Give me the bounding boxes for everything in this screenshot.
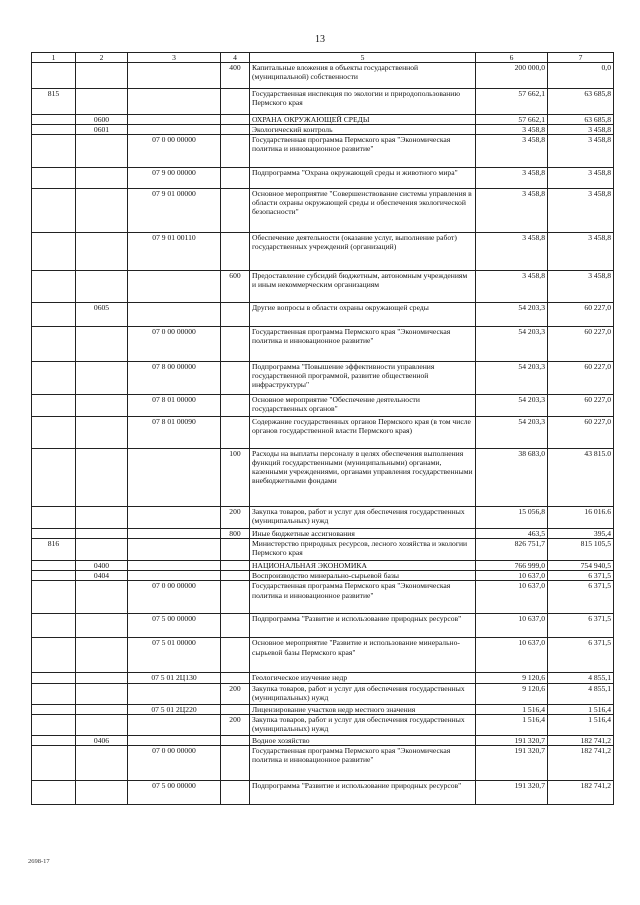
section-code bbox=[76, 63, 128, 89]
expense-type-code: 200 bbox=[221, 683, 250, 704]
section-code: 0400 bbox=[76, 561, 128, 571]
expense-type-code bbox=[221, 135, 250, 168]
table-row bbox=[32, 561, 614, 571]
table-row bbox=[32, 63, 614, 89]
expense-name: Основное мероприятие "Обеспечение деятельности государственных органов" bbox=[250, 395, 476, 417]
admin-code bbox=[32, 168, 76, 189]
expense-name: Предоставление субсидий бюджетным, автономным учреждениям и иным некоммерческим организациям bbox=[250, 271, 476, 303]
amount-year-2: 182 741,2 bbox=[548, 735, 614, 745]
column-number: 6 bbox=[476, 53, 548, 63]
amount-year-1: 9 120,6 bbox=[476, 683, 548, 704]
target-article-code bbox=[128, 271, 221, 303]
expense-name: Подпрограмма "Повышение эффективности управления государственной программой, развитие общественной инфраструктуры" bbox=[250, 362, 476, 395]
target-article-code bbox=[128, 714, 221, 735]
admin-code bbox=[32, 303, 76, 327]
expense-name: Государственная программа Пермского края "Экономическая политика и инновационное развитие" bbox=[250, 135, 476, 168]
amount-year-2: 4 855,1 bbox=[548, 683, 614, 704]
expense-type-code bbox=[221, 417, 250, 449]
expense-type-code: 200 bbox=[221, 507, 250, 529]
expense-type-code: 600 bbox=[221, 271, 250, 303]
expense-name: Закупка товаров, работ и услуг для обеспечения государственных (муниципальных) нужд bbox=[250, 683, 476, 704]
admin-code: 815 bbox=[32, 89, 76, 115]
table-row bbox=[32, 327, 614, 362]
admin-code bbox=[32, 395, 76, 417]
expense-name: Экологический контроль bbox=[250, 125, 476, 135]
amount-year-1: 766 999,0 bbox=[476, 561, 548, 571]
section-code bbox=[76, 780, 128, 804]
section-code bbox=[76, 745, 128, 780]
expense-name: Государственная инспекция по экологии и природопользованию Пермского края bbox=[250, 89, 476, 115]
section-code: 0406 bbox=[76, 735, 128, 745]
amount-year-1: 463,5 bbox=[476, 529, 548, 539]
section-code bbox=[76, 529, 128, 539]
table-row bbox=[32, 271, 614, 303]
amount-year-1: 54 203,3 bbox=[476, 395, 548, 417]
amount-year-2: 3 458,8 bbox=[548, 135, 614, 168]
amount-year-2: 815 105,5 bbox=[548, 539, 614, 561]
admin-code bbox=[32, 735, 76, 745]
section-code bbox=[76, 638, 128, 673]
amount-year-1: 3 458,8 bbox=[476, 189, 548, 233]
admin-code bbox=[32, 673, 76, 683]
target-article-code bbox=[128, 571, 221, 581]
amount-year-1: 57 662,1 bbox=[476, 89, 548, 115]
table-row bbox=[32, 581, 614, 614]
target-article-code bbox=[128, 115, 221, 125]
target-article-code bbox=[128, 683, 221, 704]
amount-year-1: 54 203,3 bbox=[476, 303, 548, 327]
admin-code bbox=[32, 529, 76, 539]
table-row bbox=[32, 417, 614, 449]
amount-year-1: 3 458,8 bbox=[476, 233, 548, 271]
amount-year-1: 191 320,7 bbox=[476, 735, 548, 745]
expense-type-code bbox=[221, 561, 250, 571]
target-article-code: 07 5 00 00000 bbox=[128, 614, 221, 638]
table-row bbox=[32, 704, 614, 714]
table-row bbox=[32, 638, 614, 673]
expense-type-code bbox=[221, 168, 250, 189]
section-code bbox=[76, 233, 128, 271]
section-code: 0600 bbox=[76, 115, 128, 125]
admin-code bbox=[32, 189, 76, 233]
admin-code: 816 bbox=[32, 539, 76, 561]
admin-code bbox=[32, 571, 76, 581]
expense-type-code bbox=[221, 89, 250, 115]
page-number: 13 bbox=[315, 34, 325, 45]
expense-type-code bbox=[221, 745, 250, 780]
expense-type-code bbox=[221, 571, 250, 581]
section-code bbox=[76, 395, 128, 417]
amount-year-2: 4 855,1 bbox=[548, 673, 614, 683]
target-article-code: 07 8 00 00000 bbox=[128, 362, 221, 395]
amount-year-2: 3 458,8 bbox=[548, 125, 614, 135]
amount-year-2: 6 371,5 bbox=[548, 614, 614, 638]
expense-name: Государственная программа Пермского края "Экономическая политика и инновационное развитие" bbox=[250, 581, 476, 614]
expense-name: ОХРАНА ОКРУЖАЮЩЕЙ СРЕДЫ bbox=[250, 115, 476, 125]
admin-code bbox=[32, 745, 76, 780]
admin-code bbox=[32, 507, 76, 529]
table-row bbox=[32, 539, 614, 561]
admin-code bbox=[32, 683, 76, 704]
target-article-code: 07 9 01 00110 bbox=[128, 233, 221, 271]
table-row bbox=[32, 614, 614, 638]
admin-code bbox=[32, 125, 76, 135]
target-article-code bbox=[128, 63, 221, 89]
admin-code bbox=[32, 362, 76, 395]
expense-name: Основное мероприятие "Совершенствование системы управления в области охраны окружающей среды и обеспечения экологической безопасности" bbox=[250, 189, 476, 233]
section-code bbox=[76, 449, 128, 507]
target-article-code: 07 9 01 00000 bbox=[128, 189, 221, 233]
expense-type-code bbox=[221, 614, 250, 638]
target-article-code bbox=[128, 735, 221, 745]
table-row bbox=[32, 714, 614, 735]
amount-year-1: 1 516,4 bbox=[476, 704, 548, 714]
admin-code bbox=[32, 135, 76, 168]
expense-name: Закупка товаров, работ и услуг для обеспечения государственных (муниципальных) нужд bbox=[250, 507, 476, 529]
target-article-code: 07 5 01 2Ц130 bbox=[128, 673, 221, 683]
column-number: 5 bbox=[250, 53, 476, 63]
admin-code bbox=[32, 714, 76, 735]
expense-type-code bbox=[221, 189, 250, 233]
admin-code bbox=[32, 63, 76, 89]
section-code bbox=[76, 614, 128, 638]
expense-type-code: 800 bbox=[221, 529, 250, 539]
amount-year-1: 15 056,8 bbox=[476, 507, 548, 529]
amount-year-2: 60 227,0 bbox=[548, 395, 614, 417]
admin-code bbox=[32, 780, 76, 804]
table-row bbox=[32, 735, 614, 745]
amount-year-2: 3 458,8 bbox=[548, 233, 614, 271]
section-code bbox=[76, 673, 128, 683]
amount-year-2: 754 940,5 bbox=[548, 561, 614, 571]
amount-year-1: 3 458,8 bbox=[476, 271, 548, 303]
table-row bbox=[32, 507, 614, 529]
section-code bbox=[76, 135, 128, 168]
expense-type-code: 200 bbox=[221, 714, 250, 735]
amount-year-1: 54 203,3 bbox=[476, 327, 548, 362]
column-number-row bbox=[32, 53, 614, 63]
amount-year-2: 3 458,8 bbox=[548, 168, 614, 189]
column-number: 3 bbox=[128, 53, 221, 63]
expense-name: Подпрограмма "Развитие и использование природных ресурсов" bbox=[250, 780, 476, 804]
expense-type-code bbox=[221, 362, 250, 395]
expense-name: Геологическое изучение недр bbox=[250, 673, 476, 683]
amount-year-1: 3 458,8 bbox=[476, 135, 548, 168]
amount-year-2: 1 516,4 bbox=[548, 704, 614, 714]
amount-year-2: 63 685,8 bbox=[548, 89, 614, 115]
amount-year-1: 54 203,3 bbox=[476, 417, 548, 449]
amount-year-2: 43 815.0 bbox=[548, 449, 614, 507]
target-article-code bbox=[128, 303, 221, 327]
column-number: 7 bbox=[548, 53, 614, 63]
amount-year-1: 54 203,3 bbox=[476, 362, 548, 395]
table-row bbox=[32, 89, 614, 115]
amount-year-2: 182 741,2 bbox=[548, 780, 614, 804]
expense-name: Иные бюджетные ассигнования bbox=[250, 529, 476, 539]
amount-year-2: 1 516,4 bbox=[548, 714, 614, 735]
target-article-code: 07 8 01 00090 bbox=[128, 417, 221, 449]
expense-name: Закупка товаров, работ и услуг для обеспечения государственных (муниципальных) нужд bbox=[250, 714, 476, 735]
amount-year-2: 395,4 bbox=[548, 529, 614, 539]
target-article-code bbox=[128, 89, 221, 115]
amount-year-1: 10 637,0 bbox=[476, 638, 548, 673]
amount-year-1: 191 320,7 bbox=[476, 745, 548, 780]
target-article-code bbox=[128, 561, 221, 571]
target-article-code: 07 0 00 00000 bbox=[128, 745, 221, 780]
amount-year-2: 6 371,5 bbox=[548, 581, 614, 614]
target-article-code: 07 8 01 00000 bbox=[128, 395, 221, 417]
amount-year-2: 60 227,0 bbox=[548, 327, 614, 362]
target-article-code: 07 0 00 00000 bbox=[128, 327, 221, 362]
amount-year-2: 182 741,2 bbox=[548, 745, 614, 780]
section-code bbox=[76, 89, 128, 115]
target-article-code bbox=[128, 507, 221, 529]
expense-type-code bbox=[221, 581, 250, 614]
expense-type-code bbox=[221, 704, 250, 714]
amount-year-2: 0,0 bbox=[548, 63, 614, 89]
expense-name: Капитальные вложения в объекты государственной (муниципальной) собственности bbox=[250, 63, 476, 89]
expense-type-code bbox=[221, 780, 250, 804]
section-code bbox=[76, 683, 128, 704]
target-article-code bbox=[128, 125, 221, 135]
expense-name: Другие вопросы в области охраны окружающей среды bbox=[250, 303, 476, 327]
amount-year-2: 3 458,8 bbox=[548, 271, 614, 303]
section-code bbox=[76, 704, 128, 714]
section-code: 0605 bbox=[76, 303, 128, 327]
amount-year-1: 3 458,8 bbox=[476, 125, 548, 135]
target-article-code bbox=[128, 449, 221, 507]
target-article-code: 07 0 00 00000 bbox=[128, 581, 221, 614]
section-code bbox=[76, 507, 128, 529]
section-code bbox=[76, 271, 128, 303]
expense-type-code bbox=[221, 638, 250, 673]
expense-name: Обеспечение деятельности (оказание услуг, выполнение работ) государственных учреждений (организаций) bbox=[250, 233, 476, 271]
expense-name: Подпрограмма "Развитие и использование природных ресурсов" bbox=[250, 614, 476, 638]
table-row bbox=[32, 571, 614, 581]
amount-year-2: 3 458,8 bbox=[548, 189, 614, 233]
table-row bbox=[32, 125, 614, 135]
expense-name: Государственная программа Пермского края "Экономическая политика и инновационное развитие" bbox=[250, 745, 476, 780]
section-code bbox=[76, 581, 128, 614]
expense-type-code bbox=[221, 303, 250, 327]
expense-name: НАЦИОНАЛЬНАЯ ЭКОНОМИКА bbox=[250, 561, 476, 571]
document-code: 2698-17 bbox=[28, 858, 50, 865]
expense-name: Государственная программа Пермского края "Экономическая политика и инновационное развитие" bbox=[250, 327, 476, 362]
section-code: 0601 bbox=[76, 125, 128, 135]
admin-code bbox=[32, 233, 76, 271]
budget-table bbox=[31, 52, 614, 805]
admin-code bbox=[32, 704, 76, 714]
expense-name: Министерство природных ресурсов, лесного хозяйства и экологии Пермского края bbox=[250, 539, 476, 561]
section-code: 0404 bbox=[76, 571, 128, 581]
expense-name: Основное мероприятие "Развитие и использование минерально-сырьевой базы Пермского края" bbox=[250, 638, 476, 673]
expense-type-code bbox=[221, 233, 250, 271]
amount-year-2: 60 227,0 bbox=[548, 362, 614, 395]
target-article-code: 07 5 01 00000 bbox=[128, 638, 221, 673]
admin-code bbox=[32, 449, 76, 507]
section-code bbox=[76, 362, 128, 395]
amount-year-1: 1 516,4 bbox=[476, 714, 548, 735]
section-code bbox=[76, 714, 128, 735]
section-code bbox=[76, 168, 128, 189]
section-code bbox=[76, 327, 128, 362]
target-article-code: 07 0 00 00000 bbox=[128, 135, 221, 168]
section-code bbox=[76, 539, 128, 561]
target-article-code bbox=[128, 529, 221, 539]
amount-year-1: 9 120,6 bbox=[476, 673, 548, 683]
expense-name: Водное хозяйство bbox=[250, 735, 476, 745]
amount-year-1: 826 751,7 bbox=[476, 539, 548, 561]
expense-name: Содержание государственных органов Пермского края (в том числе органов государственной власти Пермского края) bbox=[250, 417, 476, 449]
table-row bbox=[32, 168, 614, 189]
table-row bbox=[32, 780, 614, 804]
amount-year-1: 10 637,0 bbox=[476, 614, 548, 638]
admin-code bbox=[32, 638, 76, 673]
section-code bbox=[76, 189, 128, 233]
target-article-code: 07 5 01 2Ц220 bbox=[128, 704, 221, 714]
expense-type-code bbox=[221, 395, 250, 417]
admin-code bbox=[32, 561, 76, 571]
table-row bbox=[32, 683, 614, 704]
amount-year-1: 57 662,1 bbox=[476, 115, 548, 125]
expense-name: Расходы на выплаты персоналу в целях обеспечения выполнения функций государственными (муниципальными) органами, казенными учреждениями, органами управления государственными внебюджетными фондами bbox=[250, 449, 476, 507]
table-row bbox=[32, 362, 614, 395]
column-number: 4 bbox=[221, 53, 250, 63]
amount-year-2: 6 371,5 bbox=[548, 571, 614, 581]
target-article-code: 07 9 00 00000 bbox=[128, 168, 221, 189]
amount-year-2: 60 227,0 bbox=[548, 303, 614, 327]
expense-type-code bbox=[221, 125, 250, 135]
admin-code bbox=[32, 327, 76, 362]
table-row bbox=[32, 303, 614, 327]
table-row bbox=[32, 233, 614, 271]
table-row bbox=[32, 395, 614, 417]
table-row bbox=[32, 115, 614, 125]
expense-type-code bbox=[221, 673, 250, 683]
target-article-code bbox=[128, 539, 221, 561]
section-code bbox=[76, 417, 128, 449]
table-row bbox=[32, 189, 614, 233]
expense-type-code: 100 bbox=[221, 449, 250, 507]
admin-code bbox=[32, 271, 76, 303]
admin-code bbox=[32, 115, 76, 125]
table-row bbox=[32, 745, 614, 780]
expense-type-code bbox=[221, 115, 250, 125]
expense-name: Воспроизводство минерально-сырьевой базы bbox=[250, 571, 476, 581]
target-article-code: 07 5 00 00000 bbox=[128, 780, 221, 804]
expense-name: Лицензирование участков недр местного значения bbox=[250, 704, 476, 714]
amount-year-2: 16 016.6 bbox=[548, 507, 614, 529]
expense-type-code bbox=[221, 539, 250, 561]
amount-year-1: 38 683,0 bbox=[476, 449, 548, 507]
table-row bbox=[32, 135, 614, 168]
admin-code bbox=[32, 614, 76, 638]
expense-type-code bbox=[221, 735, 250, 745]
admin-code bbox=[32, 417, 76, 449]
amount-year-1: 3 458,8 bbox=[476, 168, 548, 189]
amount-year-1: 10 637,0 bbox=[476, 581, 548, 614]
amount-year-2: 60 227,0 bbox=[548, 417, 614, 449]
expense-type-code bbox=[221, 327, 250, 362]
expense-name: Подпрограмма "Охрана окружающей среды и животного мира" bbox=[250, 168, 476, 189]
column-number: 1 bbox=[32, 53, 76, 63]
table-row bbox=[32, 529, 614, 539]
column-number: 2 bbox=[76, 53, 128, 63]
amount-year-2: 63 685,8 bbox=[548, 115, 614, 125]
amount-year-1: 10 637,0 bbox=[476, 571, 548, 581]
expense-type-code: 400 bbox=[221, 63, 250, 89]
table-row bbox=[32, 673, 614, 683]
amount-year-1: 200 000,0 bbox=[476, 63, 548, 89]
amount-year-1: 191 320,7 bbox=[476, 780, 548, 804]
admin-code bbox=[32, 581, 76, 614]
amount-year-2: 6 371,5 bbox=[548, 638, 614, 673]
table-row bbox=[32, 449, 614, 507]
